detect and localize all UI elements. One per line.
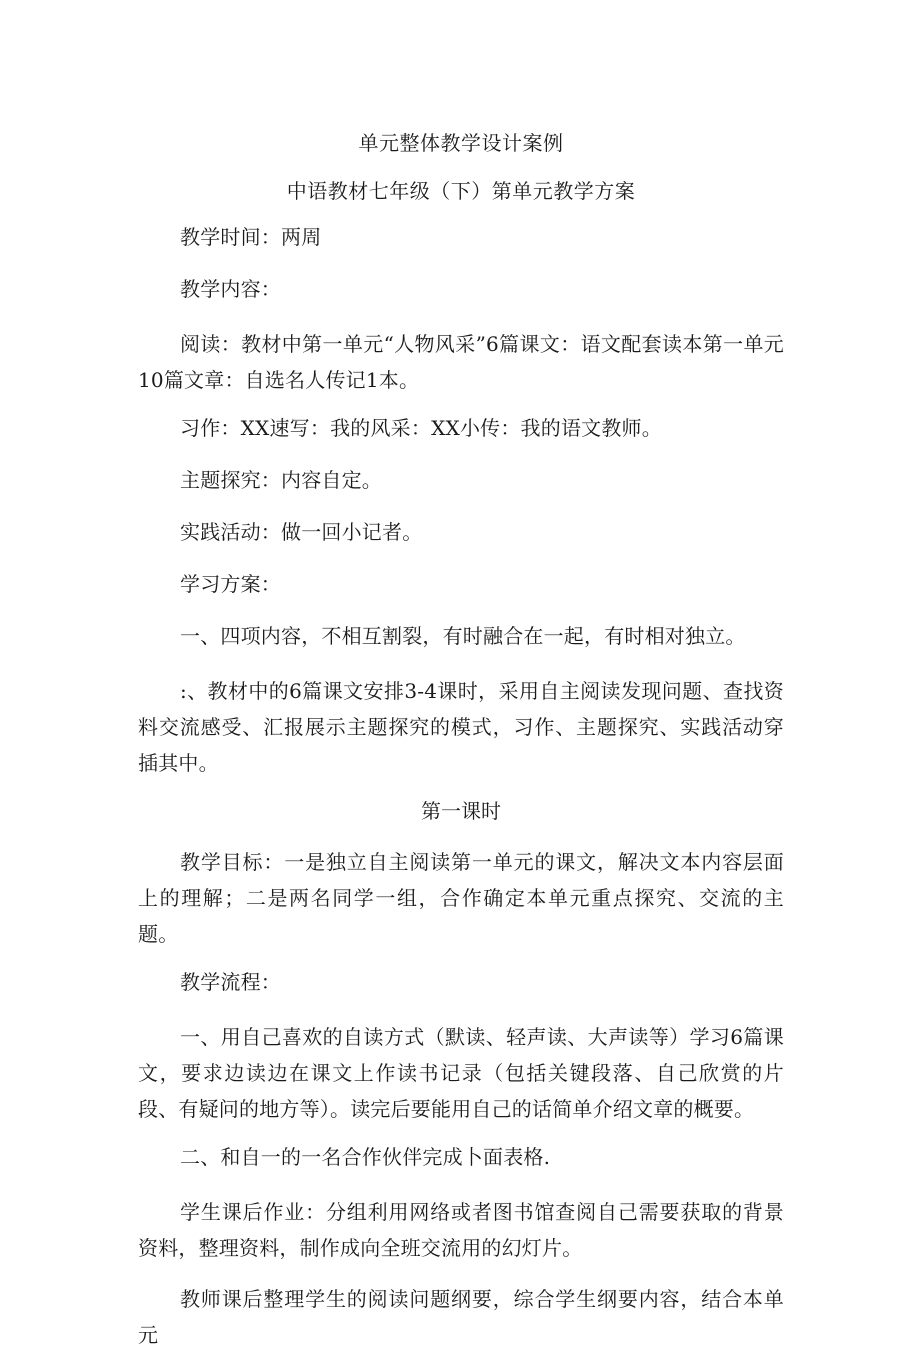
document-subtitle: 中语教材七年级（下）第单元教学方案 [286,179,636,203]
practice-activity-item: 实践活动：做一回小记者。 [180,520,423,544]
learning-plan-label: 学习方案： [180,572,281,596]
process-step-one: 一、用自己喜欢的自读方式（默读、轻声读、大声读等）学习6篇课文，要求边读边在课文上作读书记录（包括关键段落、自己欣赏的片段、有疑问的地方等）。读完后要能用自己的话简单介绍文章的概要。 [138,1025,784,1121]
plan-point-two: :、教材中的6篇课文安排3-4课时，采用自主阅读发现问题、查找资料交流感受、汇报展示主题探究的模式，习作、主题探究、实践活动穿插其中。 [138,679,784,775]
reading-item: 阅读：教材中第一单元“人物风采”6篇课文：语文配套读本第一单元10篇文章：自选名人传记1本。 [138,332,784,392]
lesson-heading: 第一课时 [421,799,501,823]
writing-item: 习作：XX速写：我的风采：XX小传：我的语文教师。 [180,416,662,440]
plan-point-one: 一、四项内容，不相互割裂，有时融合在一起，有时相对独立。 [180,624,746,648]
process-step-two: 二、和自一的一名合作伙伴完成卜面表格. [180,1145,551,1169]
teaching-goal: 教学目标：一是独立自主阅读第一单元的课文，解决文本内容层面上的理解；二是两名同学一组，合作确定本单元重点探究、交流的主题。 [138,850,784,946]
theme-inquiry-item: 主题探究：内容自定。 [180,468,382,492]
student-homework: 学生课后作业：分组利用网络或者图书馆查阅自己需要获取的背景资料，整理资料，制作成向全班交流用的幻灯片。 [138,1200,784,1260]
document-title: 单元整体教学设计案例 [358,131,564,155]
teaching-time: 教学时间：两周 [180,225,322,249]
document-body [138,128,784,1368]
teaching-content-label: 教学内容： [180,277,281,301]
teaching-process-label: 教学流程： [180,970,281,994]
teacher-after-class: 教师课后整理学生的阅读问题纲要，综合学生纲要内容，结合本单元 [138,1287,784,1347]
